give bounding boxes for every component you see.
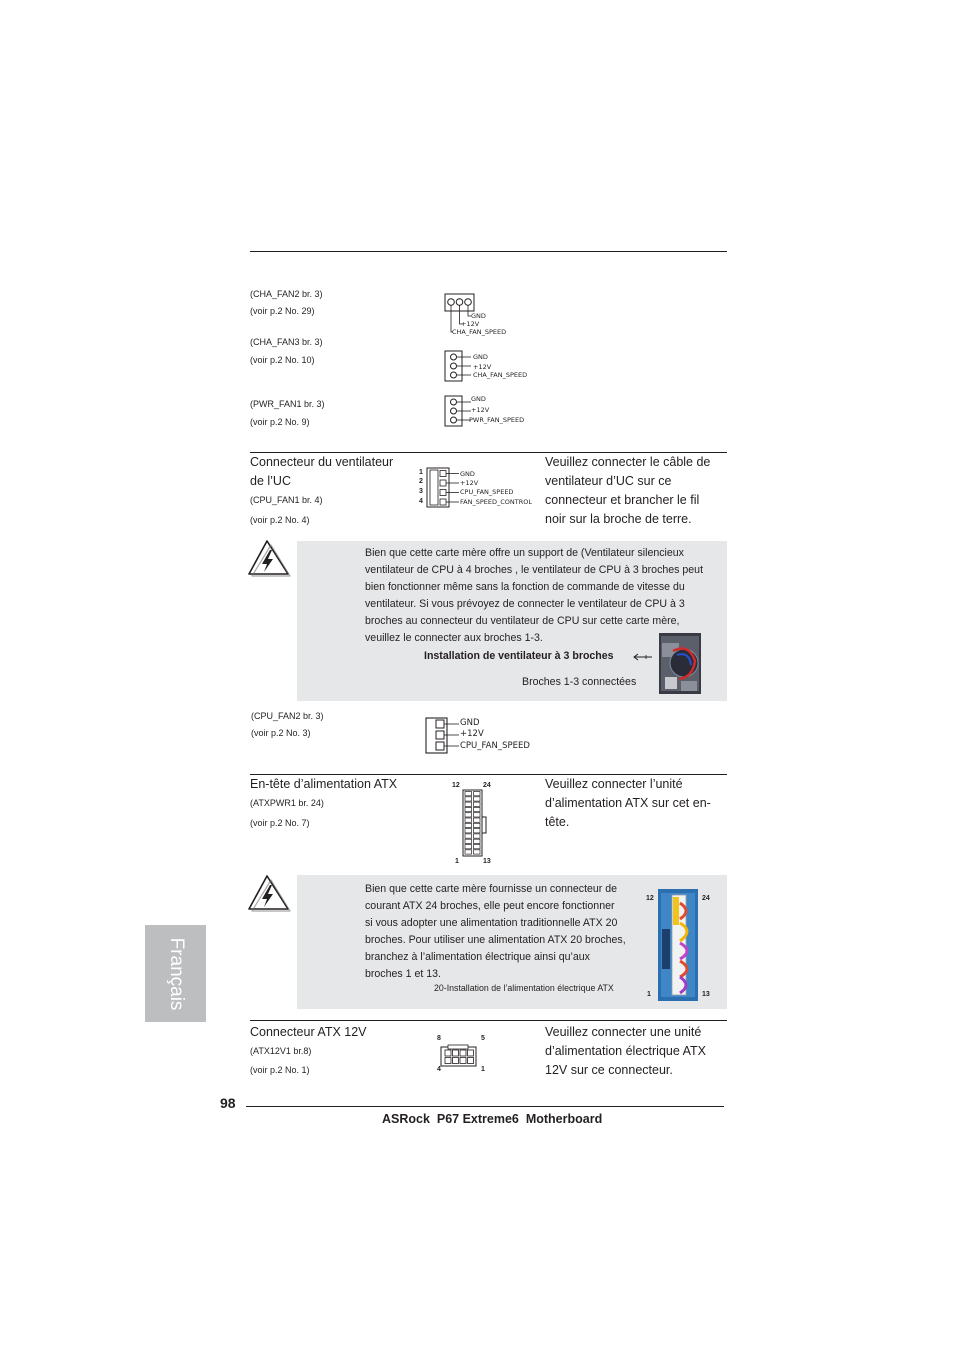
cpu-fan-note-text: [365, 545, 727, 647]
atx-photo-label-1: 1: [647, 991, 651, 998]
cpu-fan-note-line: ventilateur de CPU à 4 broches , le ventilateur de CPU à 3 broches peut: [365, 564, 704, 576]
language-tab-label: Français: [165, 937, 187, 1010]
cpu-fan2-ref: (voir p.2 No. 3): [251, 728, 311, 738]
atx-pin: [465, 818, 472, 822]
cha-fan2-pin-12v: +12V: [461, 320, 480, 328]
cpu-fan2-pin-12v: +12V: [460, 729, 484, 739]
arrow-icon: [632, 652, 654, 662]
atx-note-line: broches 1 et 13.: [365, 968, 441, 980]
atx-photo-label-24: 24: [702, 895, 710, 902]
atx-24pin-connector-diagram: [461, 789, 491, 857]
atx-pin: [465, 823, 472, 827]
atx-pin: [465, 850, 472, 854]
atx-pin: [474, 823, 481, 827]
atx-pin: [474, 845, 481, 849]
atx12v-pin-5: 5: [481, 1035, 485, 1042]
atx12v-title: Connecteur ATX 12V: [250, 1025, 367, 1039]
cpu-fan-note-line: veuillez le connecter aux broches 1-3.: [365, 632, 543, 644]
footer-rule: [246, 1106, 724, 1107]
atx-installation-photo: [658, 889, 698, 1001]
cha-fan2-ref: (voir p.2 No. 29): [250, 306, 315, 316]
cpu-fan2-connector-diagram: [424, 716, 460, 756]
cpu-fan-pin-gnd: GND: [460, 470, 475, 478]
cha-fan3-header: (CHA_FAN3 br. 3): [250, 337, 323, 347]
atx-pin: [465, 797, 472, 801]
page-number: 98: [220, 1095, 236, 1111]
atx-note-line: branchez à l’alimentation électrique ainsi qu’aux: [365, 951, 590, 963]
cha-fan3-ref: (voir p.2 No. 10): [250, 355, 315, 365]
atx-pin: [465, 813, 472, 817]
pwr-fan1-header: (PWR_FAN1 br. 3): [250, 399, 325, 409]
cpu-fan-pin-number-3: 3: [419, 488, 423, 495]
cpu-fan-note-line: ventilateur. Si vous prévoyez de connecter le ventilateur de CPU à 3: [365, 598, 685, 610]
cha-fan3-pin-speed: CHA_FAN_SPEED: [473, 371, 528, 379]
atx12v-description-line: d’alimentation électrique ATX: [545, 1044, 706, 1058]
cpu-fan-title-line2: de l’UC: [250, 474, 291, 488]
atx12v-description: [545, 1023, 730, 1080]
cpu-fan2-header: (CPU_FAN2 br. 3): [251, 711, 324, 721]
atx-note-line: si vous adopter une alimentation traditionnelle ATX 20: [365, 917, 618, 929]
cpu-fan-note-line: Bien que cette carte mère offre un support de (Ventilateur silencieux: [365, 547, 684, 559]
cha-fan2-header: (CHA_FAN2 br. 3): [250, 289, 323, 299]
cpu-fan-header: (CPU_FAN1 br. 4): [250, 495, 323, 505]
pwr-fan1-pin-speed: PWR_FAN_SPEED: [469, 416, 525, 424]
atx-header: (ATXPWR1 br. 24): [250, 798, 324, 808]
atx-connector-latch: [482, 817, 486, 833]
pwr-fan1-connector-diagram: [442, 394, 472, 430]
atx-pin: [474, 813, 481, 817]
warning-icon: [246, 537, 292, 579]
atx12v-header: (ATX12V1 br.8): [250, 1046, 312, 1056]
atx12v-pin-8: 8: [437, 1035, 441, 1042]
top-rule: [250, 251, 727, 252]
atx-pin: [474, 839, 481, 843]
cpu-fan-title-line1: Connecteur du ventilateur: [250, 455, 394, 469]
cpu-fan-description-line: connecteur et brancher le fil: [545, 493, 700, 507]
cpu-fan-pin-number-1: 1: [419, 469, 423, 476]
atx-description-line: d’alimentation ATX sur cet en-: [545, 796, 711, 810]
atx-pin: [465, 845, 472, 849]
cpu-fan-note-line: broches au connecteur du ventilateur de CPU sur cette carte mère,: [365, 615, 680, 627]
atx-pin: [474, 818, 481, 822]
cha-fan3-pin-gnd: GND: [473, 353, 488, 361]
cpu-fan-pin-number-4: 4: [419, 498, 423, 505]
atx-description-line: Veuillez connecter l’unité: [545, 777, 683, 791]
atx-pin-24: 24: [483, 782, 491, 789]
atx-note-text: [365, 881, 645, 983]
cpu-fan-pin-control: FAN_SPEED_CONTROL: [460, 498, 532, 506]
pwr-fan1-pin-12v: +12V: [471, 406, 490, 414]
atx12v-8pin-connector-diagram: [440, 1044, 478, 1068]
cha-fan2-pin-speed: CHA_FAN_SPEED: [452, 328, 507, 336]
atx-note-line: Bien que cette carte mère fournisse un connecteur de: [365, 883, 618, 895]
pwr-fan1-pin-gnd: GND: [471, 395, 486, 403]
atx12v-pin-1: 1: [481, 1066, 485, 1073]
cpu-fan-description: [545, 453, 730, 529]
cha-fan3-connector-diagram: [442, 349, 472, 385]
cpu-fan-note-line: bien fonctionner même sans la fonction de commande de vitesse du: [365, 581, 685, 593]
atx-pin: [465, 802, 472, 806]
cpu-fan-connector-diagram: [426, 467, 460, 509]
atx-description: [545, 775, 730, 832]
atx12v-description-line: Veuillez connecter une unité: [545, 1025, 702, 1039]
atx-pin-12: 12: [452, 782, 460, 789]
pwr-fan1-ref: (voir p.2 No. 9): [250, 417, 310, 427]
atx-photo-label-12: 12: [646, 895, 654, 902]
footer-title: ASRock P67 Extreme6 Motherboard: [382, 1112, 603, 1126]
cpu-fan-description-line: noir sur la broche de terre.: [545, 512, 692, 526]
atx-pin: [465, 792, 472, 796]
atx-title: En-tête d’alimentation ATX: [250, 777, 398, 791]
atx-pin-1: 1: [455, 858, 459, 865]
atx-install-caption: 20-Installation de l’alimentation électrique ATX: [434, 983, 614, 993]
cpu-fan-pin-speed: CPU_FAN_SPEED: [460, 488, 514, 496]
atx-pin-13: 13: [483, 858, 491, 865]
cha-fan3-pin-12v: +12V: [473, 363, 492, 371]
pins-connected-label: Broches 1-3 connectées: [522, 676, 637, 688]
cpu-fan-pin-12v: +12V: [460, 479, 479, 487]
atx12v-rule: [250, 1020, 727, 1021]
atx-pin: [474, 792, 481, 796]
cpu-fan-description-line: ventilateur d’UC sur ce: [545, 474, 672, 488]
atx-note-line: broches. Pour utiliser une alimentation ATX 20 broches,: [365, 934, 626, 946]
atx-pin: [474, 807, 481, 811]
atx-pin: [465, 807, 472, 811]
fan-installation-photo: [659, 633, 701, 694]
atx-photo-label-13: 13: [702, 991, 710, 998]
atx12v-ref: (voir p.2 No. 1): [250, 1065, 310, 1075]
atx-pin: [474, 797, 481, 801]
cpu-fan-pin-number-2: 2: [419, 478, 423, 485]
atx-pin: [474, 850, 481, 854]
atx-pin: [465, 839, 472, 843]
cpu-fan-description-line: Veuillez connecter le câble de: [545, 455, 711, 469]
atx-ref: (voir p.2 No. 7): [250, 818, 310, 828]
cpu-fan-ref: (voir p.2 No. 4): [250, 515, 310, 525]
language-tab: [145, 925, 206, 1022]
atx12v-pin-4: 4: [437, 1066, 441, 1073]
cpu-fan2-pin-speed: CPU_FAN_SPEED: [460, 741, 530, 751]
atx-pin: [465, 829, 472, 833]
cpu-fan2-pin-gnd: GND: [460, 718, 480, 728]
cpu-fan-title: [250, 453, 393, 491]
atx12v-description-line: 12V sur ce connecteur.: [545, 1063, 673, 1077]
cha-fan2-pin-gnd: GND: [471, 312, 486, 320]
atx-pin: [474, 834, 481, 838]
atx-description-line: tête.: [545, 815, 570, 829]
atx-pin: [474, 829, 481, 833]
atx-pin: [465, 834, 472, 838]
warning-icon: [246, 872, 292, 914]
install-3pin-label: Installation de ventilateur à 3 broches: [424, 650, 614, 662]
atx-note-line: courant ATX 24 broches, elle peut encore fonctionner: [365, 900, 615, 912]
atx-pin: [474, 802, 481, 806]
